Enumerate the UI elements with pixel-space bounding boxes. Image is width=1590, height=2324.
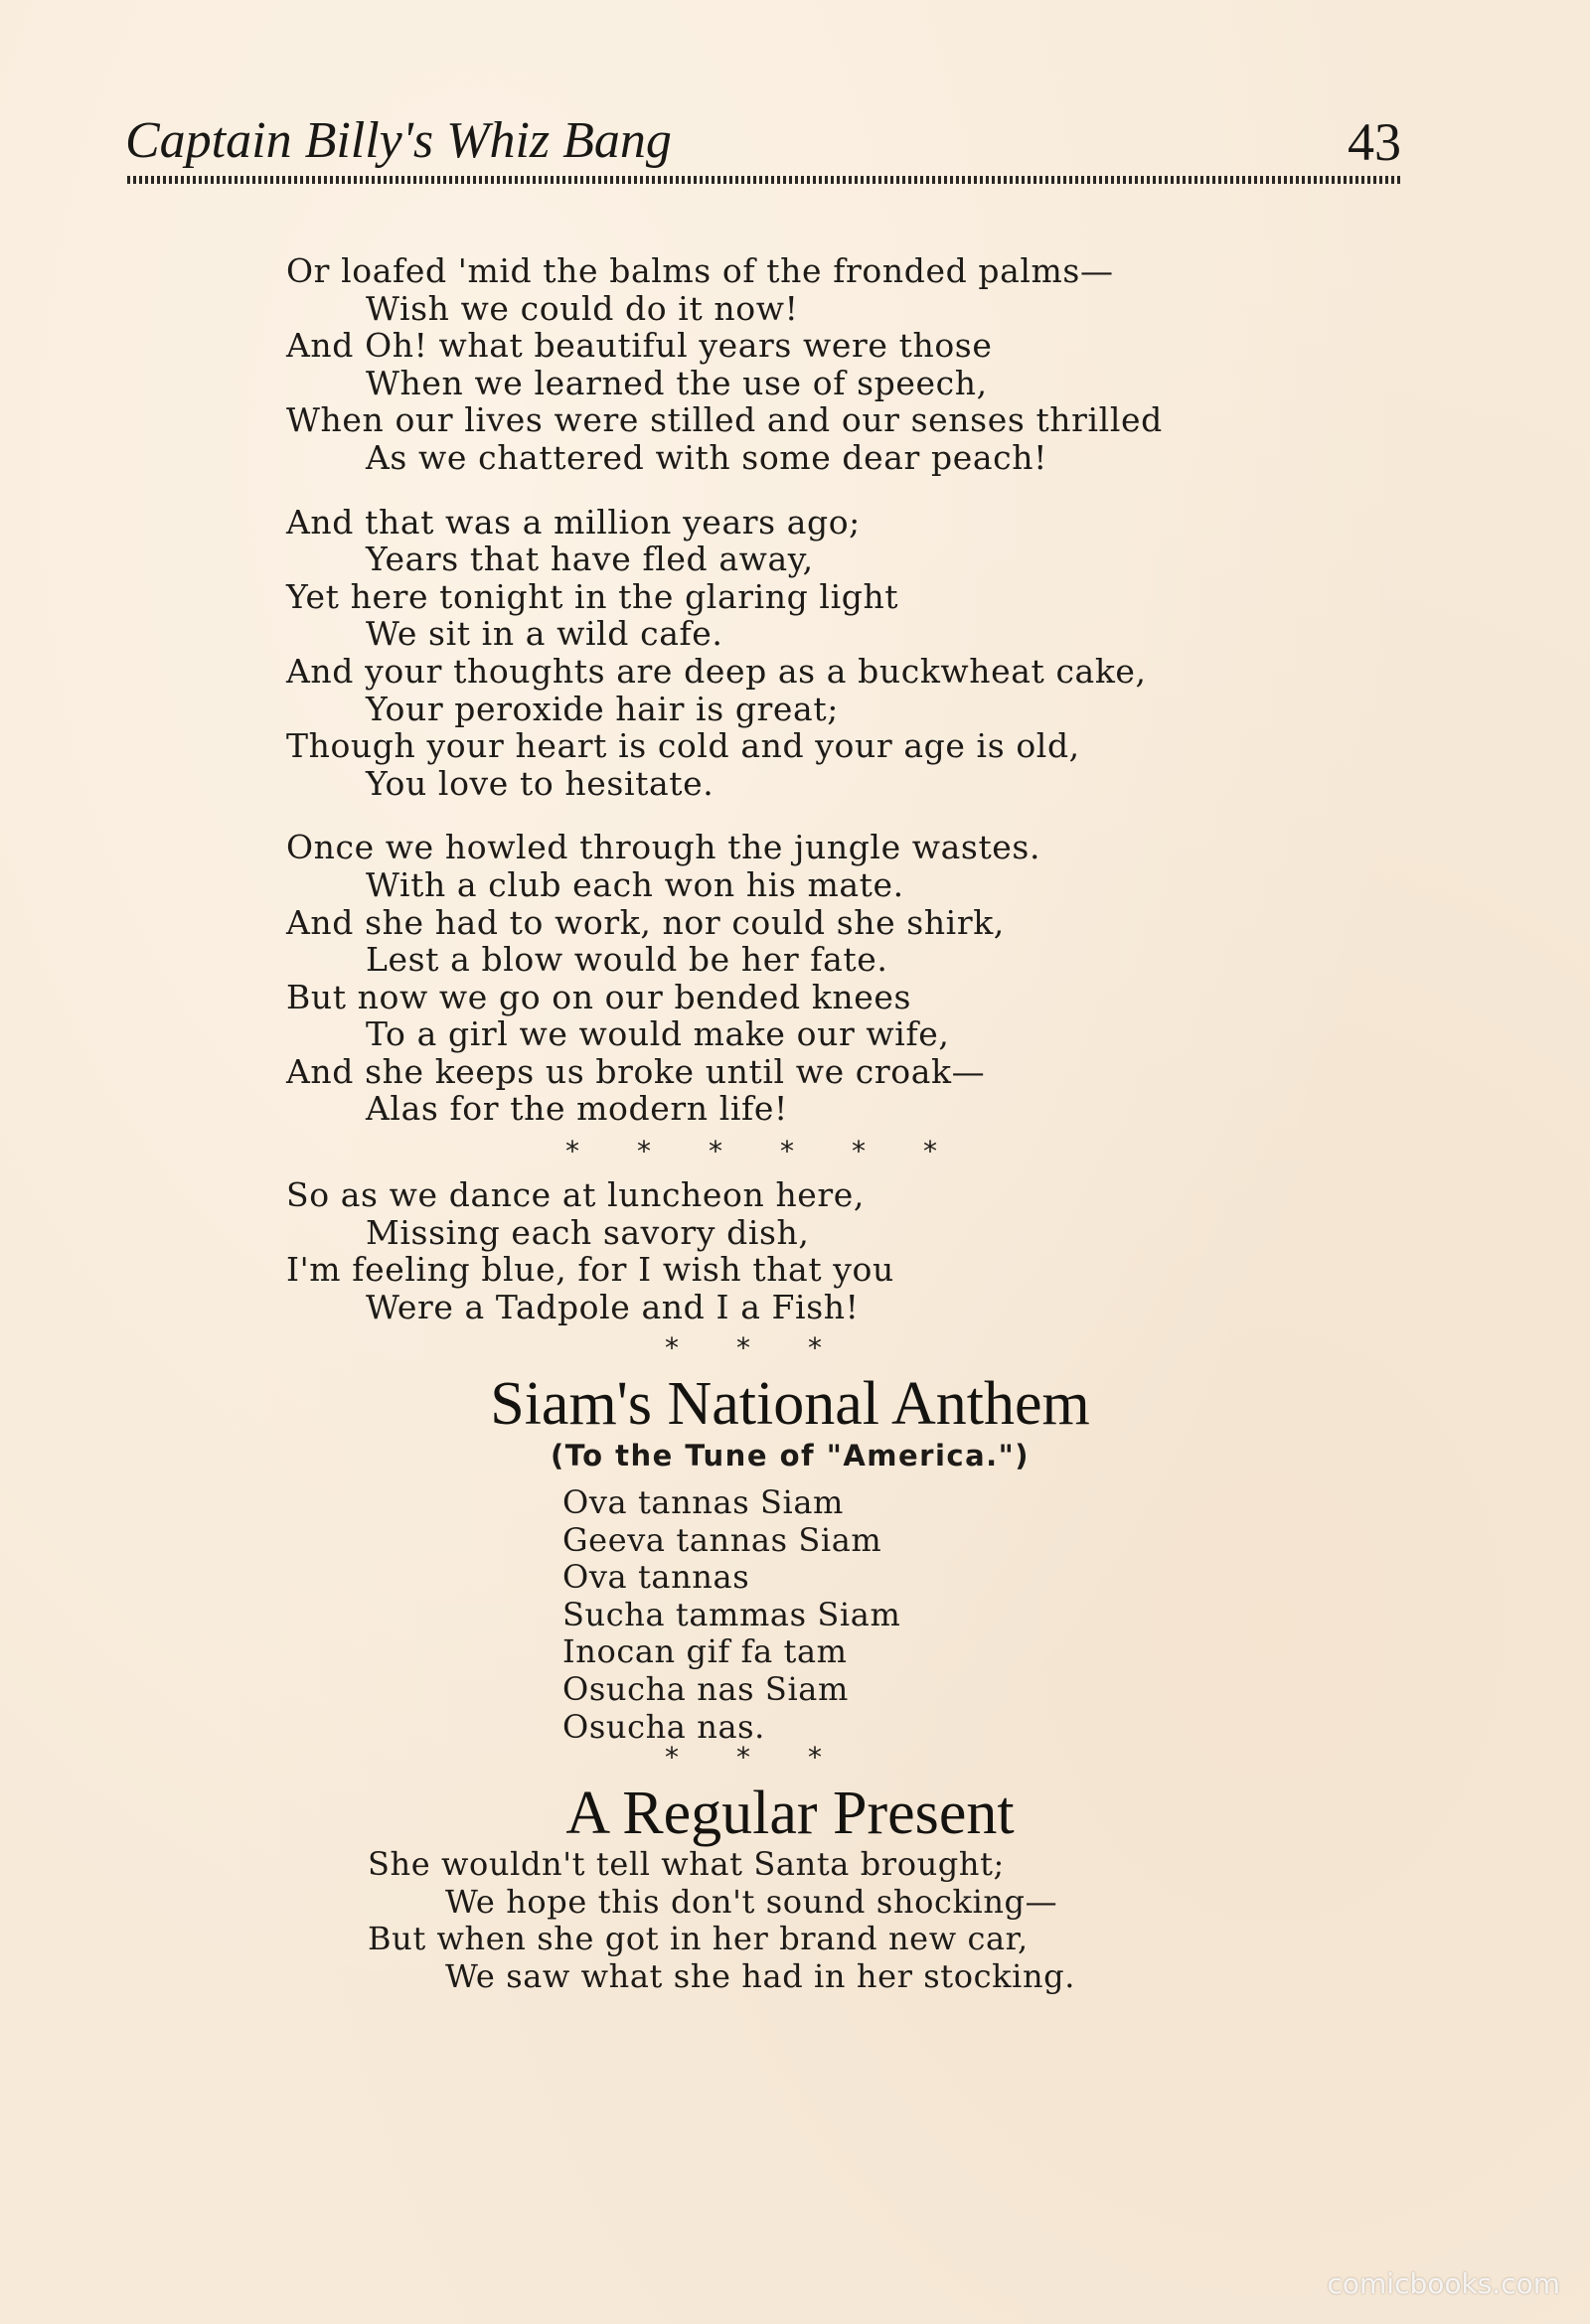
- poem-line: Wish we could do it now!: [366, 288, 799, 328]
- anthem-line: Inocan gif fa tam: [562, 1632, 848, 1671]
- anthem-line: Ova tannas Siam: [562, 1483, 844, 1521]
- poem-line: So as we dance at luncheon here,: [286, 1175, 866, 1214]
- poem-line: To a girl we would make our wife,: [366, 1014, 950, 1054]
- page-number: 43: [1348, 112, 1401, 172]
- stanza-1: [286, 252, 1320, 477]
- star: *: [665, 1331, 679, 1364]
- poem-line: You love to hesitate.: [366, 763, 715, 803]
- poem-line: Or loafed 'mid the balms of the fronded palms—: [286, 251, 1114, 290]
- present-line: She wouldn't tell what Santa brought;: [368, 1845, 1005, 1883]
- magazine-title: Captain Billy's Whiz Bang: [125, 112, 672, 169]
- present-line: We hope this don't sound shocking—: [445, 1882, 1058, 1921]
- divider-stars: [636, 1741, 851, 1774]
- star: *: [736, 1331, 750, 1364]
- poem-line: We sit in a wild cafe.: [366, 614, 723, 654]
- poem-line: Though your heart is cold and your age is old,: [286, 726, 1080, 766]
- anthem-subtitle: (To the Tune of "America."): [550, 1439, 1031, 1472]
- poem-line: Years that have fled away,: [366, 540, 814, 579]
- poem-line: I'm feeling blue, for I wish that you: [286, 1250, 894, 1290]
- poem-line: And that was a million years ago;: [286, 502, 861, 542]
- poem-line: And she had to work, nor could she shirk,: [286, 902, 1005, 942]
- present-title: A Regular Present: [565, 1780, 1015, 1847]
- present-line: We saw what she had in her stocking.: [445, 1956, 1076, 1995]
- star: *: [780, 1135, 794, 1167]
- divider-stars: [537, 1135, 966, 1167]
- poem-line: With a club each won his mate.: [366, 864, 904, 904]
- star: *: [852, 1135, 866, 1167]
- poem-line: Lest a blow would be her fate.: [366, 940, 888, 980]
- poem-line: And she keeps us broke until we croak—: [286, 1051, 986, 1091]
- anthem-line: Ova tannas: [562, 1558, 750, 1597]
- poem-final-stanza: [286, 1176, 1320, 1325]
- header-rule: [127, 176, 1401, 184]
- poem-line: Were a Tadpole and I a Fish!: [366, 1287, 860, 1326]
- star: *: [665, 1741, 679, 1774]
- poem-line: When our lives were stilled and our senses thrilled: [286, 400, 1163, 440]
- poem-line: Yet here tonight in the glaring light: [286, 576, 899, 616]
- star: *: [736, 1741, 750, 1774]
- star: *: [808, 1741, 822, 1774]
- anthem-lyrics: [562, 1484, 900, 1746]
- star: *: [808, 1331, 822, 1364]
- poem-line: And your thoughts are deep as a buckwheat cake,: [286, 651, 1147, 691]
- star: *: [637, 1135, 651, 1167]
- poem-body: [286, 252, 1320, 1128]
- star: *: [923, 1135, 937, 1167]
- stanza-3: [286, 829, 1320, 1128]
- poem-line: Alas for the modern life!: [366, 1089, 788, 1129]
- poem-line: And Oh! what beautiful years were those: [286, 326, 993, 366]
- poem-line: As we chattered with some dear peach!: [366, 437, 1047, 477]
- anthem-line: Sucha tammas Siam: [562, 1595, 901, 1633]
- poem-line: But now we go on our bended knees: [286, 977, 912, 1016]
- star: *: [565, 1135, 579, 1167]
- divider-stars: [636, 1331, 851, 1364]
- present-verse: [368, 1846, 1075, 1995]
- poem-line: Missing each savory dish,: [366, 1212, 810, 1252]
- anthem-line: Osucha nas Siam: [562, 1669, 849, 1708]
- anthem-title: Siam's National Anthem: [490, 1370, 1090, 1438]
- anthem-line: Geeva tannas Siam: [562, 1520, 882, 1559]
- poem-line: When we learned the use of speech,: [366, 363, 988, 402]
- poem-line: Once we howled through the jungle wastes.: [286, 828, 1041, 867]
- watermark: comicbooks.com: [1327, 2267, 1560, 2300]
- stanza-2: [286, 504, 1320, 803]
- poem-line: Your peroxide hair is great;: [366, 689, 839, 728]
- star: *: [709, 1135, 722, 1167]
- anthem-line: Osucha nas.: [562, 1707, 765, 1746]
- present-line: But when she got in her brand new car,: [368, 1920, 1029, 1958]
